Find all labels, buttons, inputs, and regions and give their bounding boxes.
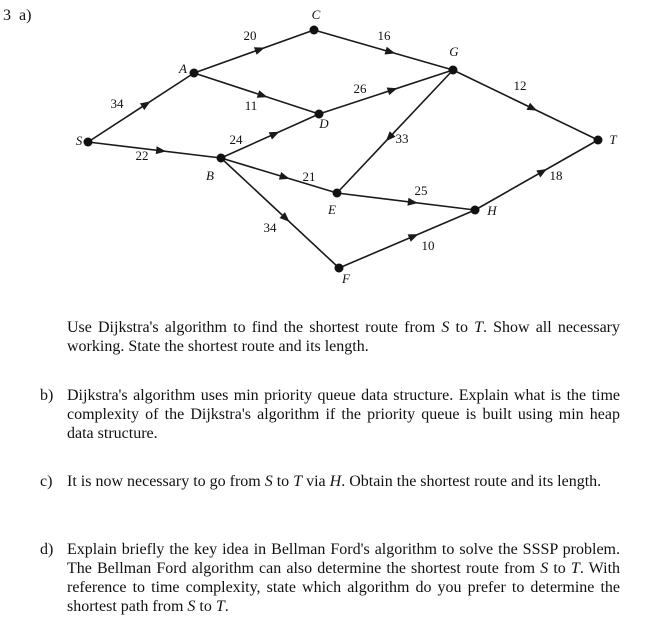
arrow-a-c — [254, 47, 265, 55]
node-s — [84, 138, 93, 147]
node-c — [310, 26, 319, 35]
weight-h-t: 18 — [549, 168, 563, 183]
node-label-t: T — [609, 132, 617, 147]
node-label-h: H — [487, 203, 497, 218]
part-d-text: Explain briefly the key idea in Bellman Ford's algorithm to solve the SSSP problem. The Bellman Ford algorithm can also determine the shortest route from S to T. With reference to time complexity, state which algorithm do you prefer to determine the shortest path from S to T. — [67, 541, 621, 615]
weight-b-f: 34 — [263, 220, 277, 235]
weight-s-b: 22 — [135, 148, 149, 163]
weight-a-c: 20 — [243, 28, 257, 43]
weight-a-d: 11 — [244, 98, 258, 113]
node-g — [449, 66, 458, 75]
node-t — [594, 136, 603, 145]
node-label-f: F — [342, 271, 350, 286]
edge-e-h — [337, 193, 475, 210]
arrow-g-t — [527, 103, 538, 111]
arrow-d-g — [387, 88, 398, 96]
part-a-label: a) — [19, 7, 32, 24]
part-d-label: d) — [40, 541, 54, 558]
arrow-h-t — [536, 169, 547, 177]
node-label-s: S — [75, 133, 83, 148]
arrow-f-h — [408, 234, 419, 242]
weight-b-d: 24 — [229, 132, 243, 147]
node-label-e: E — [328, 202, 336, 217]
node-h — [471, 206, 480, 215]
arrow-b-e — [279, 172, 290, 180]
edge-b-f — [221, 158, 339, 268]
arrow-e-h — [407, 198, 417, 206]
weight-g-e: 33 — [395, 131, 409, 146]
part-b-label: b) — [40, 387, 54, 404]
arrow-s-a — [140, 101, 151, 110]
node-b — [217, 154, 226, 163]
node-label-b: B — [206, 168, 214, 183]
edge-s-b — [88, 142, 221, 158]
node-label-g: G — [449, 44, 459, 59]
edge-b-e — [221, 158, 337, 193]
node-label-a: A — [179, 61, 187, 76]
weight-g-t: 12 — [513, 78, 527, 93]
arrow-s-b — [156, 146, 166, 154]
arrow-b-d — [269, 132, 280, 140]
edge-f-h — [339, 210, 475, 268]
part-c-label: c) — [40, 473, 53, 490]
weight-c-g: 16 — [377, 28, 391, 43]
arrow-c-g — [385, 47, 396, 55]
weight-d-g: 26 — [353, 81, 367, 96]
question-number-value: 3 — [3, 7, 11, 24]
edge-h-t — [475, 140, 598, 210]
node-a — [190, 69, 199, 78]
part-a-text: Use Dijkstra's algorithm to find the shortest route from S to T. Show all necessary working. State the shortest route and its length. — [67, 319, 621, 355]
weight-s-a: 34 — [110, 96, 124, 111]
weight-e-h: 25 — [414, 183, 428, 198]
node-label-d: D — [319, 116, 329, 131]
node-e — [333, 189, 342, 198]
node-label-c: C — [311, 7, 321, 22]
weight-b-e: 21 — [302, 169, 316, 184]
arrow-a-d — [257, 90, 268, 98]
edge-s-a — [88, 73, 194, 142]
weight-f-h: 10 — [421, 238, 435, 253]
graph-figure — [0, 0, 671, 300]
part-c-text: It is now necessary to go from S to T via H. Obtain the shortest route and its length. — [67, 473, 602, 490]
part-b-text: Dijkstra's algorithm uses min priority queue data structure. Explain what is the time complexity of the Dijkstra's algorithm if the priority queue is built using min heap data structure. — [67, 387, 620, 442]
graph-edges — [88, 28, 598, 268]
